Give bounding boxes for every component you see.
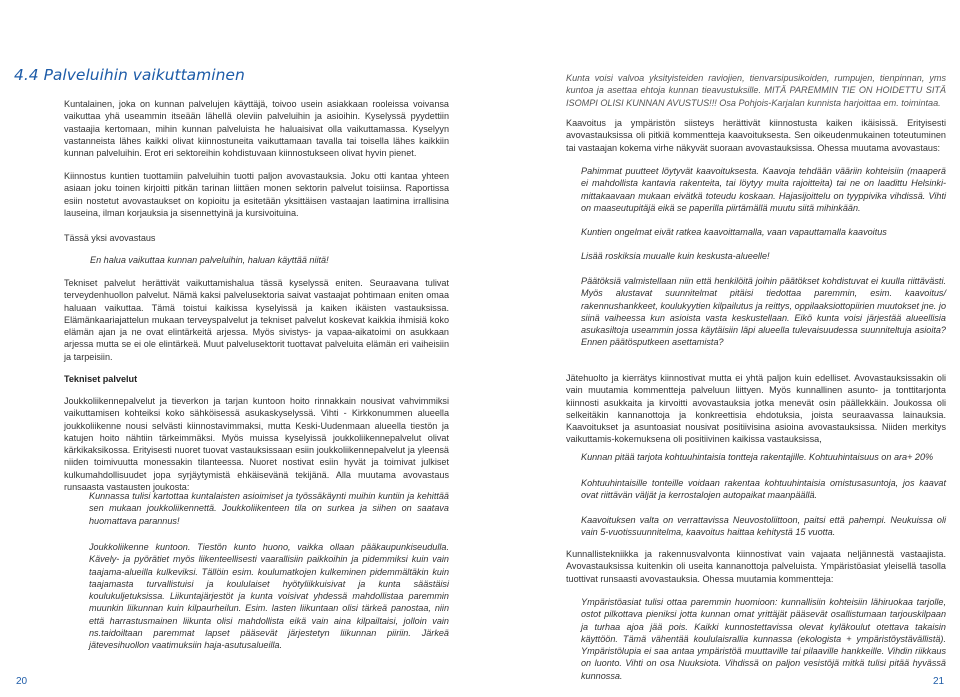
quote-zoning-1: Pahimmat puutteet löytyvät kaavoituksesta. Kaavoja tehdään vääriin kohteisiin (maaperä ei mahdollista kantavia rakenteita, tai löytyy muita rajoitteita) tai ne on laadittu Helsinki-mittakaavaan mukaan eivätkä toteudu koskaan. Hajasijoittelu on tyyppivika vihdissä. Vihti on maaseutupitäjä eikä se paperilla piirtämällä muutu siitä mihinkään. xyxy=(581,166,946,213)
section-heading: 4.4 Palveluihin vaikuttaminen xyxy=(14,66,245,84)
paragraph-technical-services: Tekniset palvelut herättivät vaikuttamishalua tässä kyselyssä eniten. Seuraavana tulivat terveydenhuollon palvelut. Nämä kaksi palvelusektoria saivat vastaajat pohtimaan eniten omaa haluaan vaikuttaa. Tämä toistui kaikissa kyselyissä ja kaiken ikäisten vastauksissa. Elämänkaariajattelun mukaan terveyspalvelut ja tekniset palvelut koskevat kaikkia ihmisiä koko elämän ajan ja ne ovat elintärkeitä arjessa. Myös sivistys- ja vapaa-aikatoimi on asukkaan arjessa mutta se ei ole elintärkeä. Muut palvelusektorit tuottavat palveluita elämän eri vaiheisiin ja tarpeisiin. xyxy=(64,278,449,362)
paragraph-open-answers: Kiinnostus kuntien tuottamiin palveluihin tuotti paljon avovastauksia. Joku otti kantaa yhteen asiaan joku toinen kirjoitti pitkän tarinan liittäen monen sektorin palvelut toisiinsa. Raportissa esiin nostetut avovastaukset on kopioitu ja esitetään yksittäisen vastaajan laatimina irrallisina lauseina, ilman korjauksia ja sisennettyinä ja kursivoituina. xyxy=(64,171,449,218)
page-number-right: 21 xyxy=(933,676,945,687)
quote-zoning-2: Kuntien ongelmat eivät ratkea kaavoittamalla, vaan vapauttamalla kaavoitus xyxy=(581,227,887,237)
paragraph-waste-housing: Jätehuolto ja kierrätys kiinnostivat mutta ei yhtä paljon kuin edelliset. Avovastauksissakin oli vain muutamia kommentteja palveluun liittyen. Myös kunnallinen asunto- ja tonttitarjonta kiinnosti asukkaita ja kirvoitti avovastauksia jotka menevät osin päällekkäin. Joukossa oli selkeitäkin kannanottoja ja konkreettisia ehdotuksia, joista seuraavassa lainauksia. Kaavoitukset ja asuntoasiat nousivat positiivisina asioina avovastauksissa. Niiden merkitys vaikuttamis-kokemuksena oli positiivinen kaikissa vastauksissa, xyxy=(566,373,946,445)
quote-single-answer: En halua vaikuttaa kunnan palveluihin, haluan käyttää niitä! xyxy=(90,255,329,265)
subheading-technical-services: Tekniset palvelut xyxy=(64,374,138,384)
paragraph-infrastructure: Kunnallistekniikka ja rakennusvalvonta kiinnostivat vain vajaata neljännestä vastaajista. Avovastauksissa kuitenkin oli useita kannanottoja palveluista. Ympäristöasiat yleisellä tasolla tuottivat runsaasti avovastauksia. Ohessa muutamia kommentteja: xyxy=(566,549,946,584)
paragraph-zoning: Kaavoitus ja ympäristön siisteys herättivät kiinnostusta kaiken ikäisissä. Erityisesti avovastauksissa oli pitkiä kommentteja kaavoituksesta. Sen oikeudenmukainen toteutuminen tai vastaajan kokema virhe näkyvät suoraan avovastauksissa. Ohessa muutama avovastaus: xyxy=(566,118,946,153)
quote-plots-1: Kunnan pitää tarjota kohtuuhintaisia tontteja rakentajille. Kohtuuhintaisuus on ara+ 20% xyxy=(581,452,934,462)
paragraph-public-transport: Joukkoliikennepalvelut ja tieverkon ja tarjan kuntoon hoito rinnakkain nousivat vahvimmiksi vaikuttamisen kohteiksi koko sähköisessä asukaskyselyssä. Vihti - Kirkkonummen alueella joukkoliikenne nousi selvästi kiinnostavimmaksi, mutta Keski-Uudenmaan alueella tiestön ja katujen hoito nähtiin tärkeimmäksi. Myös muissa kyselyissä joukkoliikennepalvelut olivat kärkikaksikossa. Erityisesti nuoret tuovat vastauksissaan esiin joukkoliikennepalvelut ja yleensä niiden toimivuutta monessakin tilanteessa. Nuoret nostivat esiin hyvät ja toimivat julkiset kulkumahdollisuudet jopa syrjäytymistä ehkäisevänä tekijänä. Alla muutama avovastaus runsaasta vastausten joukosta: xyxy=(64,396,449,493)
paragraph-example-intro: Tässä yksi avovastaus xyxy=(64,233,156,243)
quote-private-roads: Kunta voisi valvoa yksityisteiden raviojien, tienvarsipusikoiden, rumpujen, tienpinnan, yms kuntoa ja asettaa ehtoja kunnan tieavustuksille. MITÄ PAREMMIN TIE ON HOIDETTU SITÄ ISOMPI OLISI KUNNAN AVUSTUS!!! Osa Pohjois-Karjalan kunnista harjoittaa em. toimintaa. xyxy=(566,73,946,108)
page-number-left: 20 xyxy=(16,676,28,687)
quote-decisions: Päätöksiä valmistellaan niin että henkilöitä joihin päätökset kohdistuvat ei kuulla riittävästi. Myös alustavat suunnitelmat pitäisi tiedottaa paremmin, esim. kaavoitus/ rakennushankkeet, koulukyytien kilpailutus ja reittys, oppilaaksiottopiirien muutokset jne. jo siinä vaiheessa kun asioista vasta keskustellaan. Eikö kunta voisi järjestää alueellisia asukasiltoja useammin jossa käytäisiin läpi alueella tulevaisuudessa suunniteltuja asioita? Ennen päätösputkeen asettamista? xyxy=(581,276,946,348)
quote-bins: Lisää roskiksia muualle kuin keskusta-alueelle! xyxy=(581,251,770,261)
quote-transport-1: Kunnassa tulisi kartottaa kuntalaisten asioimiset ja työssäkäynti muihin kuntiin ja kehittää sen mukaan joukkoliikennettä. Joukkoliikenteen tila on surkea ja siihen on saatava huomattava parannus! xyxy=(89,491,449,526)
quote-transport-2: Joukkoliikenne kuntoon. Tiestön kunto huono, vaikka ollaan pääkaupunkiseudulla. Kävely- ja pyörätiet myös liikenteellisesti vaarallisiin paikkoihin ja pidemmiksi kuin vain taajama-alueilla kulkeviksi. Tällöin esim. koulumatkojen kulkeminen pidemmältäkin kuin taajamasta turvallistuisi ja koululaiset hyötyliikkuisivat ja kunta säästäisi koulukuljetuksissa. Liikuntajärjestöt ja kunta voisivat yhdessä mahdollistaa paremmin muunkin liikunnan kuin kilpaurheilun. Esim. lasten liikuntaan olisi tärkeä panostaa, niin että harrastusmainen liikunta olisi mahdollista eikä vain aina kilpailtaisi, jolloin vain ns.taidoiltaan paremmat lapset pääsevät järjestetyn liikunnan piiriin. Järkeä jätevesihuollon vaatimuksiin haja-asutusalueilla. xyxy=(89,542,449,651)
paragraph-intro: Kuntalainen, joka on kunnan palvelujen käyttäjä, toivoo usein asiakkaan rooleissa voivansa vaikuttaa yhä useammin itseään lähellä oleviin palveluihin ja asioihin. Kyselyssä pyydettiin vastaajia kertomaan, mihin kunnan palveluista he haluaisivat olla vaikuttamassa. Kyselyyn vastanneista lähes kaikki olivat kiinnostuneita vaikuttamaan tavalla tai toisella lähes kaikkiin kunnan palveluihin. Erot eri sektoreihin kohdistuvaan kiinnostukseen olivat hyvin pienet. xyxy=(64,99,449,159)
quote-plots-2: Kohtuuhintaisille tonteille voidaan rakentaa kohtuuhintaisia omistusasuntoja, jos kaavat ovat riittävän väljät ja kerrostalojen autopaikat maanpäällä. xyxy=(581,478,946,501)
quote-environment: Ympäristöasiat tulisi ottaa paremmin huomioon: kunnallisiin kohteisiin lähiruokaa tarjolle, ostot pilkottava pieniksi jotta kunnan omat yrittäjät pääsevät osallistumaan tarjouskilpaan ja turhaa ajoa jää pois. Kaikki kunnostettavissa olevat kyläkoulut otettava takaisin käyttöön. Tämä vähentää koululaisrallia kunnassa (ekologista + ympäristöystävällistä). Ympäristölupia ei saa antaa ympäristöä muuttaville tai pilaaville hankkeille. Vihdin riikkaus on luonto. Vihti on osa Nuuksiota. Vihdissä on paljon vesistöjä mitkä tulisi pitää hyvässä kunnossa. xyxy=(581,597,946,681)
quote-zoning-power: Kaavoituksen valta on verrattavissa Neuvostoliittoon, paitsi että pahempi. Neukuissa oli vain 5-vuotissuunnitelma, kaavoitus haittaa kehitystä 15 vuotta. xyxy=(581,515,946,538)
